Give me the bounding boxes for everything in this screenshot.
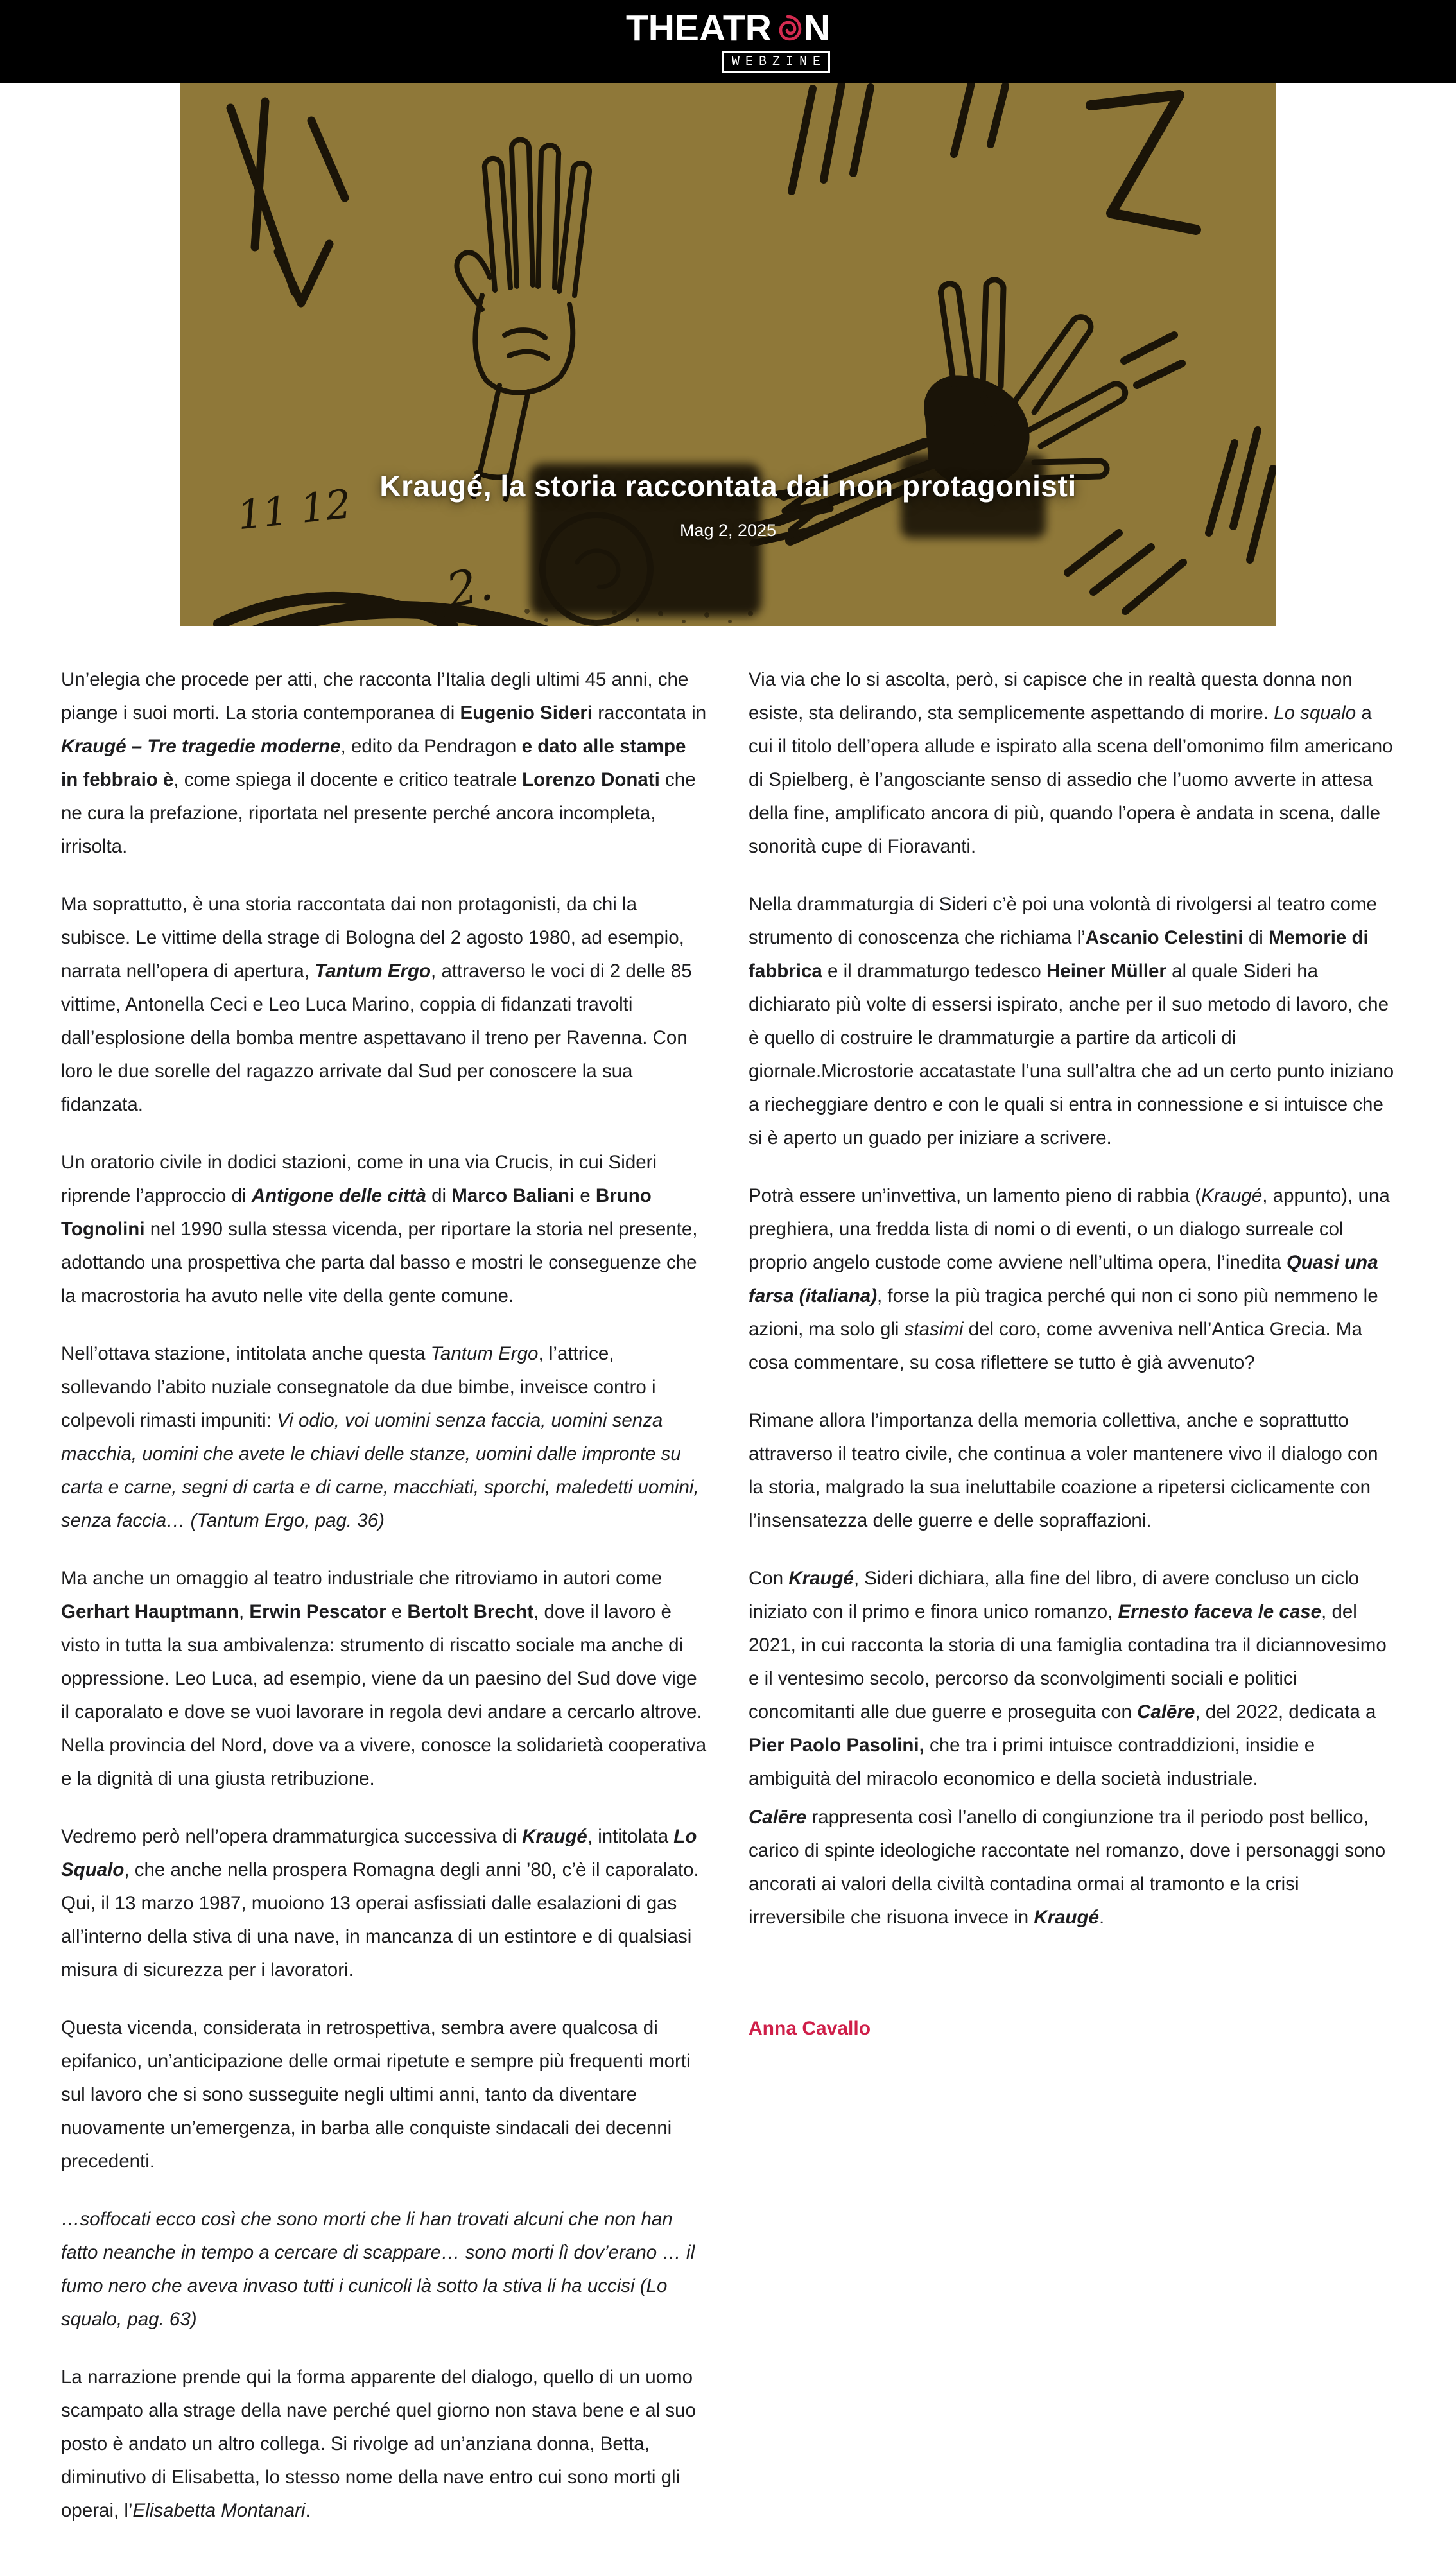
spiral-o-icon <box>773 14 802 44</box>
paragraph: Vedremo però nell’opera drammaturgica successiva di Kraugé, intitolata Lo Squalo, che anche nella prospera Romagna degli anni ’80, c’è il caporalato. Qui, il 13 marzo 1987, muoiono 13 operai asfissiati dalle esalazioni di gas all’interno della stiva di una nave, in mancanza di un estintore e di qualsiasi misura di sicurezza per i lavoratori. <box>61 1826 699 1981</box>
logo-link[interactable] <box>626 10 830 73</box>
paragraph: La narrazione prende qui la forma apparente del dialogo, quello di un uomo scampato alla strage della nave perché quel giorno non stava bene e al suo posto è andato un altro collega. Si rivolge ad un’anziana donna, Betta, diminutivo di Elisabetta, lo stesso nome della nave entro cui sono morti gli operai, l’Elisabetta Montanari. <box>61 2366 696 2521</box>
clock-numbers: 11 12 <box>235 480 354 539</box>
paragraph: …soffocati ecco così che sono morti che li han trovati alcuni che non han fatto neanche in tempo a cercare di scappare… sono morti lì dov’erano … il fumo nero che aveva invaso tutti i cunicoli là sotto la stiva li ha uccisi (Lo squalo, pag. 63) <box>61 2209 695 2330</box>
hero-image <box>180 83 1276 626</box>
paragraph: Un’elegia che procede per atti, che racconta l’Italia degli ultimi 45 anni, che piange i suoi morti. La storia contemporanea di Eugenio Sideri raccontata in Kraugé – Tre tragedie moderne, edito da Pendragon e dato alle stampe in febbraio è, come spiega il docente e critico teatrale Lorenzo Donati che ne cura la prefazione, riportata nel presente perché ancora incompleta, irrisolta. <box>61 669 707 857</box>
logo-text-left: THEATR <box>625 8 772 49</box>
clock-digit: 2. <box>441 555 498 620</box>
logo-wordmark <box>626 10 830 47</box>
article-date: Mag 2, 2025 <box>679 521 777 540</box>
logo-subtitle: WEBZINE <box>722 51 830 73</box>
paragraph: Un oratorio civile in dodici stazioni, come in una via Crucis, in cui Sideri riprende l’approccio di Antigone delle città di Marco Baliani e Bruno Tognolini nel 1990 sulla stessa vicenda, per riportare la storia nel presente, adottando una prospettiva che parta dal basso e mostri le conseguenze che la macrostoria ha avuto nelle vite della gente comune. <box>61 1152 698 1306</box>
paragraph: Potrà essere un’invettiva, un lamento pieno di rabbia (Kraugé, appunto), una preghiera, una fredda lista di nomi o di eventi, o un dialogo surreale col proprio angelo custode come avviene nell’ultima opera, l’inedita Quasi una farsa (italiana), forse la più tragica perché qui non ci sono più nemmeno le azioni, ma solo gli stasimi del coro, come avveniva nell’Antica Grecia. Ma cosa commentare, su cosa riflettere se tutto è già avvenuto? <box>749 1185 1390 1373</box>
paragraph: Nella drammaturgia di Sideri c’è poi una volontà di rivolgersi al teatro come strumento di conoscenza che richiama l’Ascanio Celestini di Memorie di fabbrica e il drammaturgo tedesco Heiner Müller al quale Sideri ha dichiarato più volte di essersi ispirato, anche per il suo metodo di lavoro, che è quello di costruire le drammaturgie a partire da articoli di giornale.Microstorie accatastate l’una sull’altra che ad un certo punto iniziano a riecheggiare dentro e con le quali si entra in connessione e si intuisce che si è aperto un guado per iniziare a scrivere. <box>749 894 1394 1149</box>
paragraph: Ma anche un omaggio al teatro industriale che ritroviamo in autori come Gerhart Hauptmann, Erwin Pescator e Bertolt Brecht, dove il lavoro è visto in tutta la sua ambivalenza: strumento di riscatto sociale ma anche di oppressione. Leo Luca, ad esempio, viene da un paesino del Sud dove vige il caporalato e dove se vuoi lavorare in regola devi andare a cercarlo altrove. Nella provincia del Nord, dove va a vivere, conosce la solidarietà cooperativa e la dignità di una giusta retribuzione. <box>61 1568 707 1789</box>
paragraph: Nell’ottava stazione, intitolata anche questa Tantum Ergo, l’attrice, sollevando l’abito nuziale consegnatole da due bimbe, inveisce contro i colpevoli rimasti impuniti: Vi odio, voi uomini senza faccia, uomini senza macchia, uomini che avete le chiavi delle stanze, uomini dalle impronte su carta e carne, segni di carta e di carne, macchiati, sporchi, maledetti uomini, senza faccia… (Tantum Ergo, pag. 36) <box>61 1343 699 1531</box>
paragraph: Questa vicenda, considerata in retrospettiva, sembra avere qualcosa di epifanico, un’anticipazione delle ormai ripetute e sempre più frequenti morti sul lavoro che si sono susseguite negli ultimi anni, tanto da diventare nuovamente un’emergenza, in barba alle conquiste sindacali dei decenni precedenti. <box>61 2017 691 2172</box>
site-header <box>0 0 1456 83</box>
paragraph: Con Kraugé, Sideri dichiara, alla fine del libro, di avere concluso un ciclo iniziato con il primo e finora unico romanzo, Ernesto faceva le case, del 2021, in cui racconta la storia di una famiglia contadina tra il diciannovesimo e il ventesimo secolo, percorso da sconvolgimenti sociali e politici concomitanti alle due guerre e proseguita con Calēre, del 2022, dedicata a Pier Paolo Pasolini, che tra i primi intuisce contraddizioni, insidie e ambiguità del miracolo economico e della società industriale. <box>749 1568 1387 1789</box>
author-name[interactable]: Anna Cavallo <box>749 2018 871 2039</box>
hero-illustration <box>180 83 1276 626</box>
logo-text-right: N <box>803 8 831 49</box>
paragraph: Calēre rappresenta così l’anello di congiunzione tra il periodo post bellico, carico di spinte ideologiche raccontate nel romanzo, dove i personaggi sono ancorati ai valori della civiltà contadina ormai al tramonto e la crisi irreversibile che risuona invece in Kraugé. <box>749 1807 1386 1928</box>
article-column-left <box>61 663 707 2552</box>
article-title: Kraugé, la storia raccontata dai non protagonisti <box>379 469 1077 503</box>
paragraph: Rimane allora l’importanza della memoria collettiva, anche e soprattutto attraverso il teatro civile, che continua a voler mantenere vivo il dialogo con la storia, malgrado la sua ineluttabile coazione a ripetersi ciclicamente con l’insensatezza delle guerre e delle sopraffazioni. <box>749 1410 1378 1531</box>
paragraph: Ma soprattutto, è una storia raccontata dai non protagonisti, da chi la subisce. Le vittime della strage di Bologna del 2 agosto 1980, ad esempio, narrata nell’opera di apertura, Tantum Ergo, attraverso le voci di 2 delle 85 vittime, Antonella Ceci e Leo Luca Marino, coppia di fidanzati travolti dall’esplosione della bomba mentre aspettavano il treno per Ravenna. Con loro le due sorelle del ragazzo arrivate dal Sud per conoscere la sua fidanzata. <box>61 894 692 1115</box>
article-column-right <box>749 663 1395 2552</box>
article-body <box>0 626 1456 2552</box>
hero-overlay <box>180 469 1276 541</box>
paragraph: Via via che lo si ascolta, però, si capisce che in realtà questa donna non esiste, sta delirando, sta semplicemente aspettando di morire. Lo squalo a cui il titolo dell’opera allude e ispirato alla scena dell’omonimo film americano di Spielberg, è l’angosciante senso di assedio che l’uomo avverte in attesa della fine, amplificato ancora di più, quando l’opera è andata in scena, dalle sonorità cupe di Fioravanti. <box>749 669 1393 857</box>
